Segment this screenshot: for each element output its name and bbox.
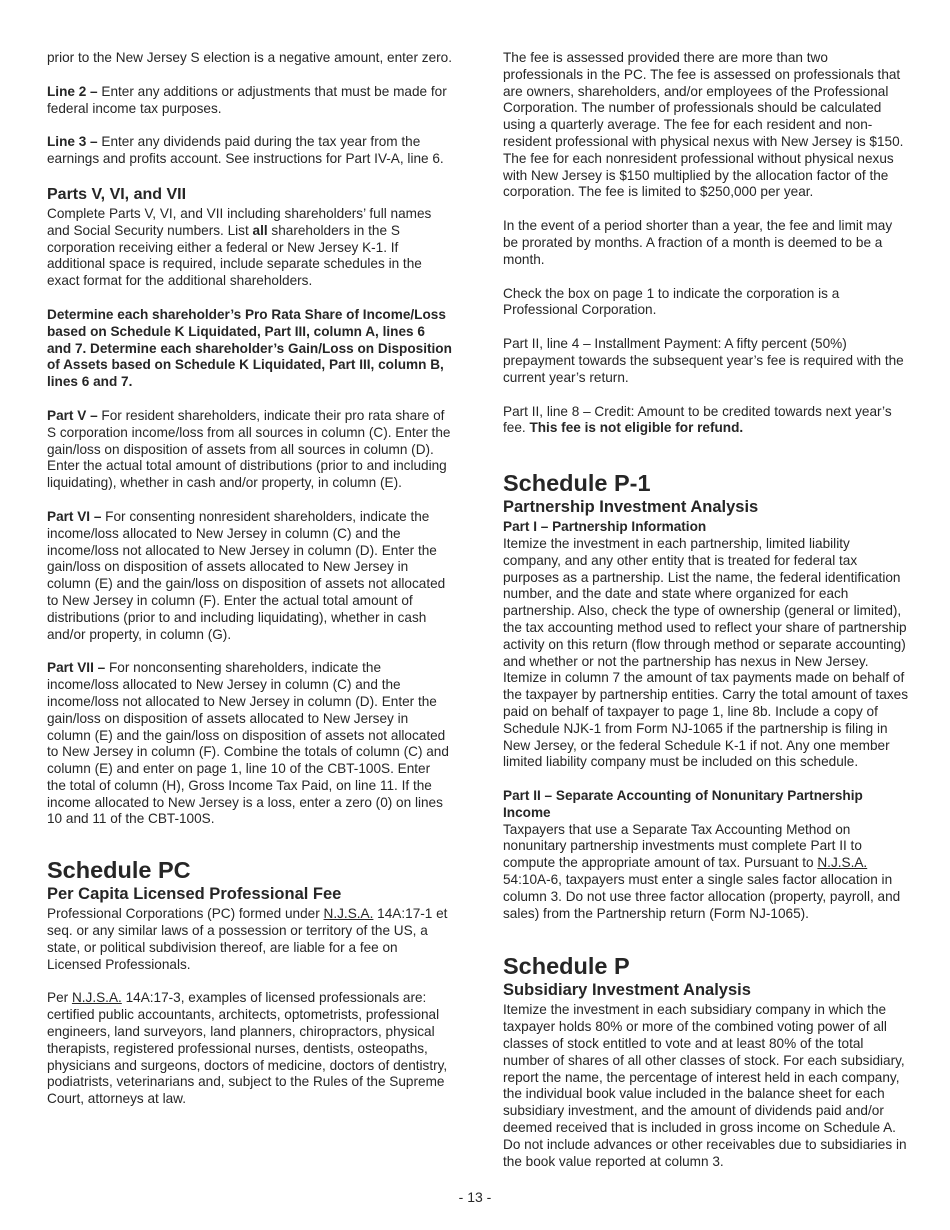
schedule-pc-title: Schedule PC bbox=[47, 857, 191, 884]
fee-paragraph-5: Part II, line 8 – Credit: Amount to be credited towards next year’s fee. This fee is not eligible for refund. bbox=[503, 403, 892, 436]
parts-paragraph: Complete Parts V, VI, and VII including shareholders’ full names and Social Security numbers. List all shareholders in the S corporation receiving either a federal or New Jersey K-1. If additional space is required, include separate schedules in the exact format for the additional shareholders. bbox=[47, 205, 432, 289]
p-paragraph: Itemize the investment in each subsidiary company in which the taxpayer holds 80% or more of the combined voting power of all classes of stock entitled to vote and at least 80% of the total number of shares of all other classes of stock. For each subsidiary, report the name, the percentage of interest held in each company, the individual book value included in the balance sheet for each subsidiary investment, and the amount of dividends paid and/or deemed received that is included in gross income on Schedule A. Do not include advances or other receivables due to subsidiaries in the book value reported at column 3. bbox=[503, 1002, 907, 1169]
part5-label: Part V – bbox=[47, 407, 98, 423]
fee-paragraph-3: Check the box on page 1 to indicate the corporation is a Professional Corporation. bbox=[503, 285, 840, 318]
page-number: - 13 - bbox=[458, 1189, 492, 1205]
line2-label: Line 2 – bbox=[47, 83, 98, 99]
schedule-pc-subtitle: Per Capita Licensed Professional Fee bbox=[47, 885, 342, 904]
schedule-p-title: Schedule P bbox=[503, 953, 630, 980]
p1-part1-heading: Part I – Partnership Information bbox=[503, 519, 707, 535]
line2-paragraph: Line 2 – Enter any additions or adjustments that must be made for federal income tax purposes. bbox=[47, 83, 447, 116]
pc-paragraph-1: Professional Corporations (PC) formed under N.J.S.A. 14A:17-1 et seq. or any similar laws of a possession or territory of the US, a state, or political subdivision thereof, are liable for a fee on Licensed Professionals. bbox=[47, 906, 448, 972]
part7-label: Part VII – bbox=[47, 660, 106, 676]
part6-label: Part VI – bbox=[47, 508, 102, 524]
part5-paragraph: Part V – For resident shareholders, indicate their pro rata share of S corporation income/loss from all sources in column (C). Enter the gain/loss on disposition of assets from all sources in column (D). Enter the actual total amount of distributions (prior to and including liquidating), whether in cash and/or property, in column (E). bbox=[47, 407, 451, 491]
fee-paragraph-2: In the event of a period shorter than a year, the fee and limit may be prorated by months. A fraction of a month is deemed to be a month. bbox=[503, 218, 893, 267]
schedule-p1-subtitle: Partnership Investment Analysis bbox=[503, 498, 759, 517]
line3-label: Line 3 – bbox=[47, 134, 98, 150]
left-column bbox=[47, 50, 452, 1125]
p1-part2-paragraph: Taxpayers that use a Separate Tax Accounting Method on nonunitary partnership investments must complete Part II to compute the appropriate amount of tax. Pursuant to N.J.S.A. 54:10A-6, taxpayers must enter a single sales factor allocation in column 3. Do not use three factor allocation (property, payroll, and sales) from the Partnership return (Form NJ-1065). bbox=[503, 821, 901, 921]
bold-instruction-block: Determine each shareholder’s Pro Rata Share of Income/Loss based on Schedule K Liquidated, Part III, column A, lines 6 and 7. Determine each shareholder’s Gain/Loss on Disposition of Assets based on Schedule K Liquidated, Part III, column B, lines 6 and 7. bbox=[47, 306, 452, 390]
fee-paragraph-4: Part II, line 4 – Installment Payment: A fifty percent (50%) prepayment towards the subsequent year’s fee is required with the current year’s return. bbox=[503, 336, 904, 385]
part7-paragraph: Part VII – For nonconsenting shareholders, indicate the income/loss allocated to New Jersey in column (C) and the income/loss not allocated to New Jersey in column (D). Enter the gain/loss on disposition of assets allocated to New Jersey in column (E) and the gain/loss on disposition of assets not allocated to New Jersey in column (F). Combine the totals of column (C) and column (E) and enter on page 1, line 10 of the CBT-100S. Enter the total of column (H), Gross Income Tax Paid, on line 11. If the income allocated to New Jersey is a loss, enter a zero (0) on lines 10 and 11 of the CBT-100S. bbox=[47, 660, 449, 827]
schedule-p-subtitle: Subsidiary Investment Analysis bbox=[503, 981, 751, 1000]
njsa-reference: N.J.S.A. bbox=[817, 855, 868, 871]
schedule-p1-title: Schedule P-1 bbox=[503, 470, 651, 497]
fee-paragraph-1: The fee is assessed provided there are more than two professionals in the PC. The fee is assessed on professionals that are owners, shareholders, and/or employees of the Professional Corporation. The number of professionals should be calculated using a quarterly average. The fee for each resident and non-resident professional with physical nexus with New Jersey is $150. The fee for each nonresident professional without physical nexus with New Jersey is $150 multiplied by the allocation factor of the corporation. The fee is limited to $250,000 per year. bbox=[503, 50, 904, 200]
njsa-reference: N.J.S.A. bbox=[323, 906, 374, 922]
part6-paragraph: Part VI – For consenting nonresident shareholders, indicate the income/loss allocated to New Jersey in column (C) and the income/loss not allocated to New Jersey in column (D). Enter the gain/loss on disposition of assets allocated to New Jersey in column (E) and the gain/loss on disposition of assets not allocated to New Jersey in column (F). Enter the actual total amount of distributions (prior to and including liquidating), whether in cash and/or property, in column (G). bbox=[47, 508, 446, 642]
p1-part2-heading: Part II – Separate Accounting of Nonunitary Partnership Income bbox=[503, 788, 863, 820]
njsa-reference: N.J.S.A. bbox=[71, 990, 122, 1006]
pc-paragraph-2: Per N.J.S.A. 14A:17-3, examples of licensed professionals are: certified public accountants, architects, optometrists, professional engineers, land surveyors, land planners, chiropractors, physical therapists, registered professional nurses, dentists, osteopaths, physicians and surgeons, doctors of medicine, doctors of dentistry, podiatrists, veterinarians and, subject to the Rules of the Supreme Court, attorneys at law. bbox=[47, 990, 448, 1107]
paragraph-continuation: prior to the New Jersey S election is a negative amount, enter zero. bbox=[47, 50, 452, 65]
right-column bbox=[503, 50, 908, 1170]
p1-part1-paragraph: Itemize the investment in each partnership, limited liability company, and any other entity that is treated for federal tax purposes as a partnership. List the name, the federal identification number, and the date and state where organized for each partnership. Also, check the type of ownership (general or limited), the tax accounting method used to reflect your share of partnership activity on this return (flow through method or separate accounting) and whether or not the partnership has nexus in New Jersey. Itemize in column 7 the amount of tax payments made on behalf of the taxpayer by partnership entities. Carry the total amount of taxes paid on behalf of taxpayer to page 1, line 8b. Include a copy of Schedule NJK-1 from Form NJ-1065 if the partnership is filing in New Jersey, or the federal Schedule K-1 if not. Any one member limited liability company must be included on this schedule. bbox=[503, 535, 909, 770]
line3-paragraph: Line 3 – Enter any dividends paid during the tax year from the earnings and profits account. See instructions for Part IV-A, line 6. bbox=[47, 134, 444, 167]
parts-heading: Parts V, VI, and VII bbox=[47, 185, 187, 203]
